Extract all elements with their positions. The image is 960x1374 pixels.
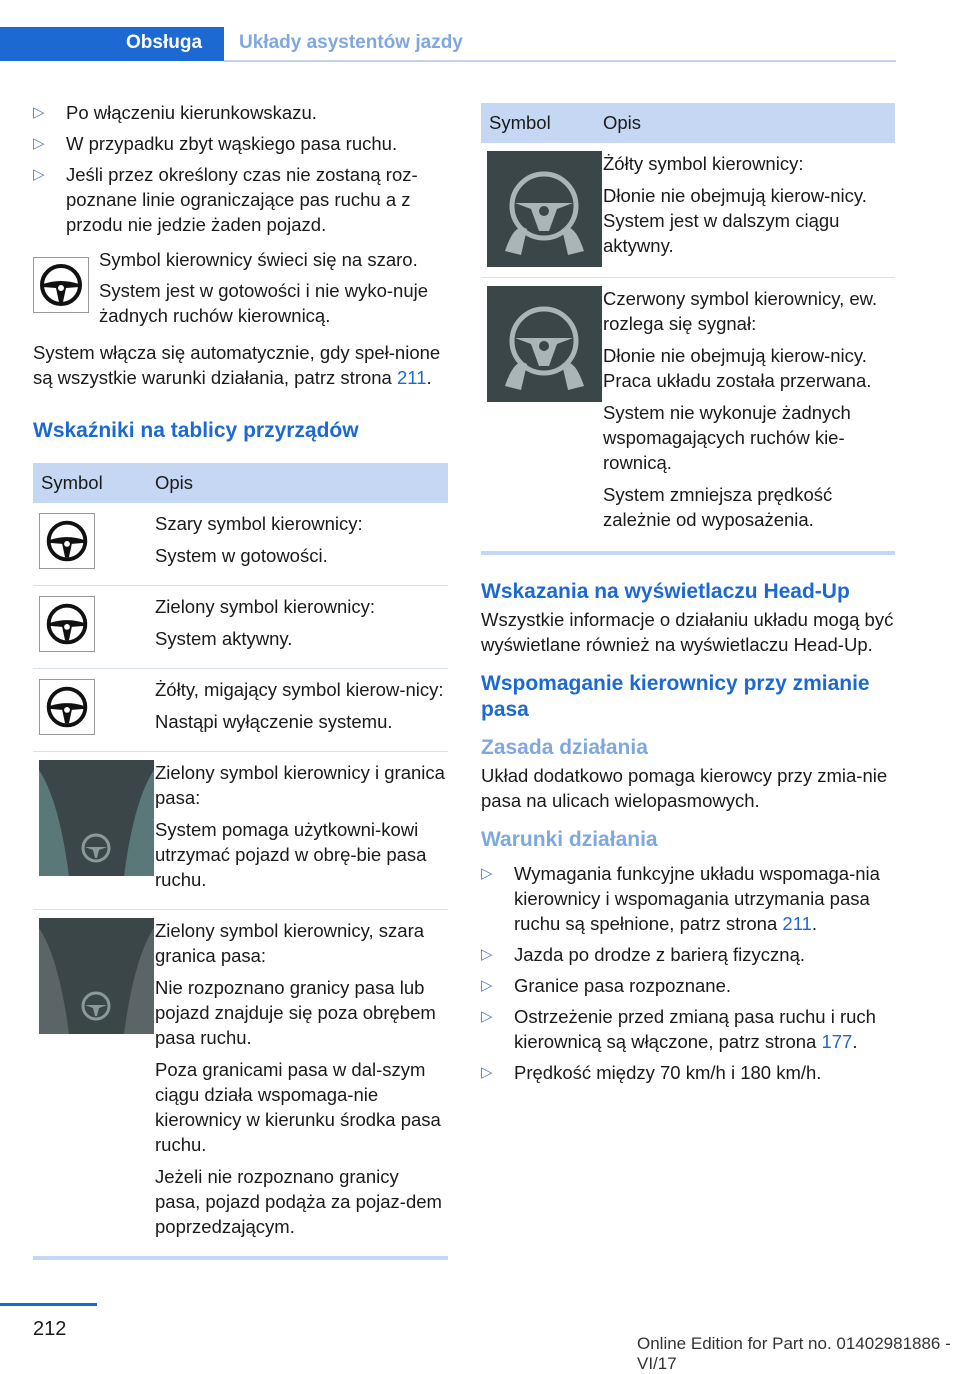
table-header-row [33, 463, 448, 503]
tab-obsluga[interactable]: Obsługa [0, 27, 224, 61]
row-text: Nie rozpoznano granicy pasa lub pojazd znajduje się poza obrębem pasa ruchu. [155, 977, 436, 1048]
row-text: Szary symbol kierownicy: [155, 513, 363, 534]
steering-wheel-icon [39, 513, 95, 569]
condition-list [33, 100, 448, 237]
list-item: ▷ Ostrzeżenie przed zmianą pasa ruchu i ruch kierownicą są włączone, patrz strona 177. [481, 1006, 876, 1052]
list-item: ▷ W przypadku zbyt wąskiego pasa ruchu. [33, 133, 398, 154]
hands-off-steering-icon [487, 151, 602, 267]
row-text: System nie wykonuje żadnych wspomagających ruchów kie‐rownicą. [603, 402, 851, 473]
row-text: Jeżeli nie rozpoznano granicy pasa, pojazd podąża za pojaz‐dem poprzedzającym. [155, 1166, 442, 1237]
tab-uklady-asystentow[interactable]: Układy asystentów jazdy [239, 32, 463, 53]
list-item: ▷ Prędkość między 70 km/h i 180 km/h. [481, 1062, 822, 1083]
row-text: Dłonie nie obejmują kierow‐nicy. Praca układu została przerwana. [603, 345, 872, 391]
row-text: Nastąpi wyłączenie systemu. [155, 711, 393, 732]
table-row [33, 752, 448, 910]
steering-wheel-icon [39, 679, 95, 735]
table-row [33, 586, 448, 669]
section-heading-lane-change: Wspomaganie kierownicy przy zmianie pasa [481, 672, 870, 721]
row-text: Czerwony symbol kierownicy, ew. rozlega się sygnał: [603, 288, 878, 334]
symbol-note-line-1: Symbol kierownicy świeci się na szaro. [99, 249, 418, 270]
section-heading-headup: Wskazania na wyświetlaczu Head-Up [481, 580, 850, 603]
page-link-177[interactable]: 177 [821, 1031, 853, 1052]
symbol-note-line-2: System jest w gotowości i nie wyko‐nuje żadnych ruchów kierownicą. [99, 280, 429, 326]
table-row [33, 669, 448, 752]
row-text: Zielony symbol kierownicy i granica pasa: [155, 762, 445, 808]
footer-rule [0, 1303, 97, 1306]
gray-lane-steering-icon [39, 918, 154, 1034]
row-text: Poza granicami pasa w dal‐szym ciągu działa wspomaga‐nie kierownicy w kierunku środka pasa ruchu. [155, 1059, 441, 1155]
page-number: 212 [33, 1318, 67, 1340]
row-text: Żółty, migający symbol kierow‐nicy: [155, 679, 444, 700]
subheading-conditions: Warunki działania [481, 828, 658, 851]
headup-paragraph: Wszystkie informacje o działaniu układu mogą być wyświetlane również na wyświetlaczu Head-Up. [481, 609, 894, 655]
row-text: System pomaga użytkowni‐kowi utrzymać pojazd w obrę‐bie pasa ruchu. [155, 819, 427, 890]
row-text: Zielony symbol kierownicy, szara granica pasa: [155, 920, 425, 966]
bullet-triangle-icon: ▷ [33, 135, 45, 152]
table-bottom-rule [33, 1256, 448, 1260]
table-header-row [481, 103, 895, 143]
row-text: Żółty symbol kierownicy: [603, 153, 804, 174]
lane-boundary-steering-icon [39, 760, 154, 876]
section-heading-indicators: Wskaźniki na tablicy przyrządów [33, 419, 359, 442]
bullet-triangle-icon: ▷ [481, 865, 493, 882]
column-header-description: Opis [603, 103, 895, 143]
list-item: ▷ Po włączeniu kierunkowskazu. [33, 102, 317, 123]
header-divider [224, 60, 896, 62]
row-text: Dłonie nie obejmują kierow‐nicy. System jest w dalszym ciągu aktywny. [603, 185, 867, 256]
list-item: ▷ Jeśli przez określony czas nie zostaną roz‐poznane linie ograniczające pas ruchu a z przodu nie jedzie żaden pojazd. [33, 164, 418, 235]
table-row [33, 910, 448, 1257]
column-header-symbol: Symbol [33, 463, 155, 503]
hands-off-warning-steering-icon [487, 286, 602, 402]
left-column [33, 100, 448, 1260]
steering-wheel-icon [39, 596, 95, 652]
table-row [481, 278, 895, 550]
bullet-triangle-icon: ▷ [481, 977, 493, 994]
row-text: Zielony symbol kierownicy: [155, 596, 376, 617]
page-link-211[interactable]: 211 [782, 913, 812, 934]
indicator-table-continued [481, 103, 895, 549]
symbol-note [33, 247, 448, 328]
column-header-symbol: Symbol [481, 103, 603, 143]
bullet-triangle-icon: ▷ [481, 1008, 493, 1025]
page-link-211[interactable]: 211 [396, 367, 427, 388]
list-item: ▷ Wymagania funkcyjne układu wspomaga‐nia kierownicy i wspomagania utrzymania pasa ruchu są spełnione, patrz strona 211. [481, 863, 880, 934]
list-item: ▷ Granice pasa rozpoznane. [481, 975, 731, 996]
auto-activation-paragraph: System włącza się automatycznie, gdy speł‐nione są wszystkie warunki działania, patrz strona 211. [33, 342, 441, 388]
right-column [481, 103, 895, 1091]
indicator-table [33, 463, 448, 1256]
bullet-triangle-icon: ▷ [481, 946, 493, 963]
conditions-list [481, 861, 895, 1085]
row-text: System aktywny. [155, 628, 293, 649]
page-header [0, 0, 960, 62]
list-item: ▷ Jazda po drodze z barierą fizyczną. [481, 944, 806, 965]
principle-paragraph: Układ dodatkowo pomaga kierowcy przy zmia‐nie pasa na ulicach wielopasmowych. [481, 765, 888, 811]
table-bottom-rule [481, 551, 895, 555]
table-row [481, 143, 895, 278]
bullet-triangle-icon: ▷ [481, 1064, 493, 1081]
column-header-description: Opis [155, 463, 448, 503]
subheading-principle: Zasada działania [481, 736, 648, 759]
table-row [33, 503, 448, 586]
steering-wheel-icon [33, 257, 89, 313]
row-text: System w gotowości. [155, 545, 328, 566]
edition-note: Online Edition for Part no. 01402981886 - VI/17 [637, 1334, 951, 1373]
bullet-triangle-icon: ▷ [33, 104, 45, 121]
bullet-triangle-icon: ▷ [33, 166, 45, 183]
row-text: System zmniejsza prędkość zależnie od wyposażenia. [603, 484, 833, 530]
